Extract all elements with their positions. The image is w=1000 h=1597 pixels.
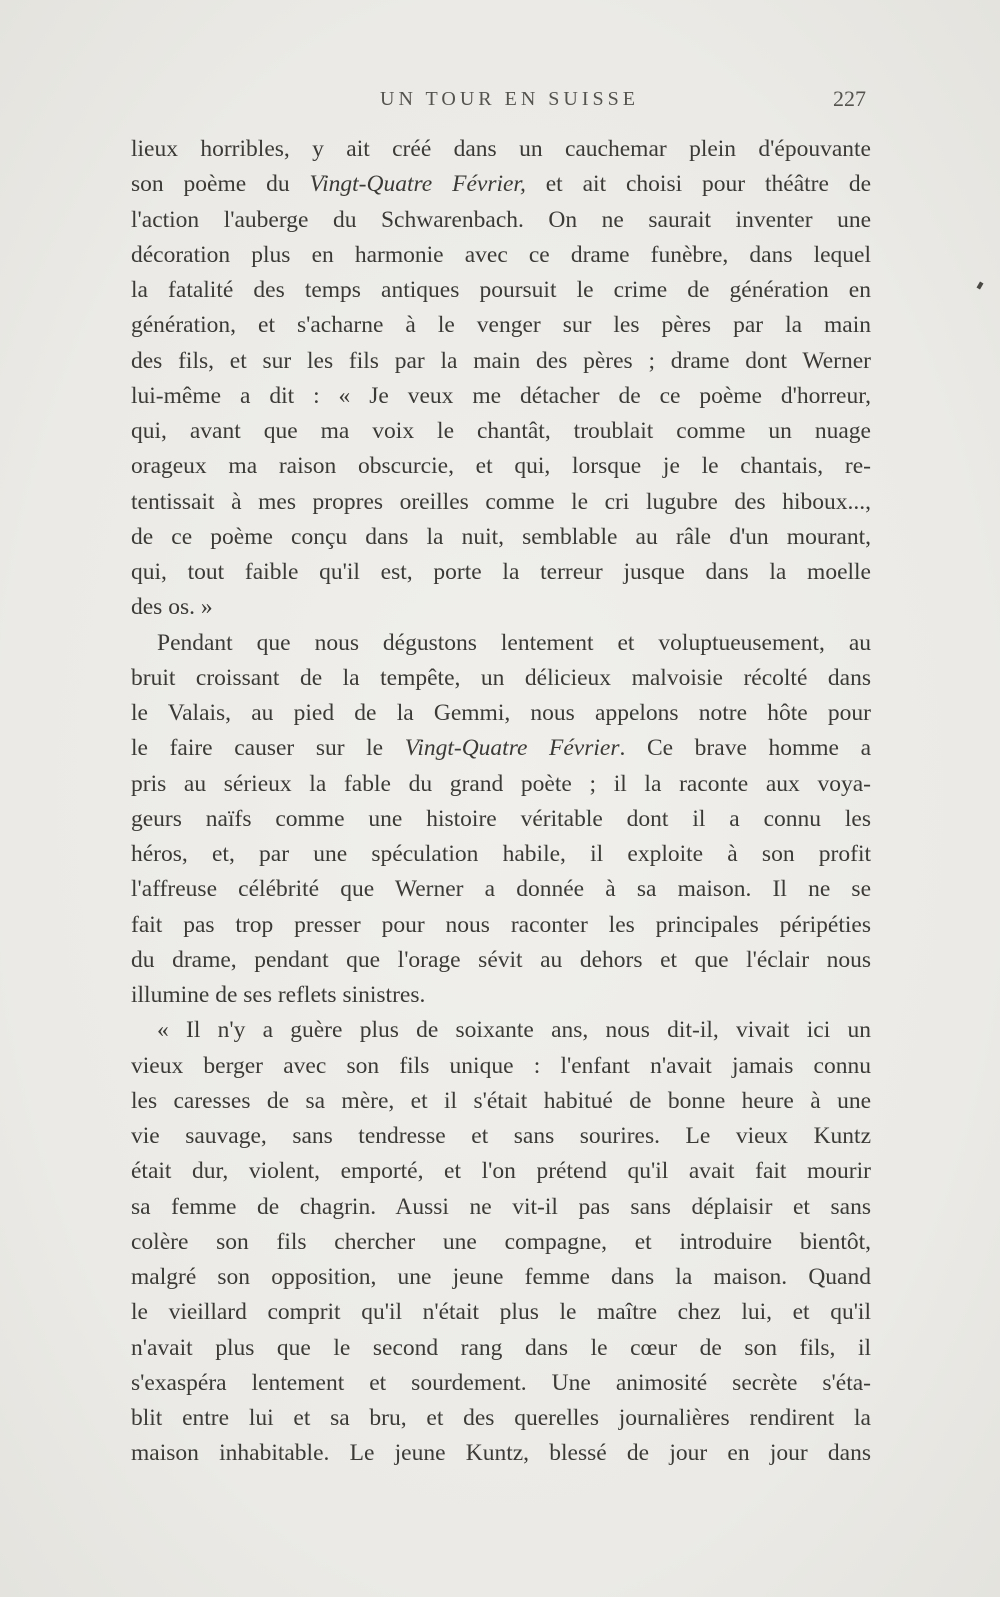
page-number: 227 <box>833 86 866 111</box>
text-line: sa femme de chagrin. Aussi ne vit-il pas sans déplaisir et sans <box>131 1193 871 1220</box>
text-run: le faire causer sur le <box>131 735 405 762</box>
text-line: génération, et s'acharne à le venger sur les pères par la main <box>131 312 871 339</box>
text-line: le Valais, au pied de la Gemmi, nous appelons notre hôte pour <box>131 700 871 726</box>
text-line: vieux berger avec son fils unique : l'enfant n'avait jamais connu <box>131 1052 871 1079</box>
text-run: son poème du <box>131 171 310 198</box>
text-line: des os. » <box>131 594 213 621</box>
text-line: vie sauvage, sans tendresse et sans sourires. Le vieux Kuntz <box>131 1123 871 1149</box>
text-line: n'avait plus que le second rang dans le cœur de son fils, il <box>131 1334 871 1361</box>
text-line: fait pas trop presser pour nous raconter les principales péripéties <box>131 911 871 938</box>
text-line: blit entre lui et sa bru, et des querelles journalières rendirent la <box>131 1405 871 1431</box>
text-line: de ce poème conçu dans la nuit, semblable au râle d'un mourant, <box>131 523 871 550</box>
text-line: héros, et, par une spéculation habile, il exploite à son profit <box>131 841 871 867</box>
italic-title: Vingt-Quatre Février <box>404 735 620 762</box>
text-line: était dur, violent, emporté, et l'on prétend qu'il avait fait mourir <box>131 1158 871 1185</box>
text-line: lui-même a dit : « Je veux me détacher de ce poème d'horreur, <box>131 382 871 409</box>
text-line: les caresses de sa mère, et il s'était habitué de bonne heure à une <box>131 1087 871 1114</box>
text-line: Pendant que nous dégustons lentement et voluptueusement, au <box>157 629 871 656</box>
text-line: s'exaspéra lentement et sourdement. Une animosité secrète s'éta- <box>131 1369 871 1396</box>
text-line: l'action l'auberge du Schwarenbach. On ne saurait inventer une <box>131 206 871 233</box>
ink-speck <box>977 281 984 289</box>
text-line: l'affreuse célébrité que Werner a donnée à sa maison. Il ne se <box>131 876 871 903</box>
text-line: des fils, et sur les fils par la main des pères ; drame dont Werner <box>131 347 871 374</box>
text-line: colère son fils chercher une compagne, et introduire bientôt, <box>131 1228 871 1255</box>
text-line <box>131 731 871 766</box>
body-text <box>131 132 871 1472</box>
text-line: le vieillard comprit qu'il n'était plus le maître chez lui, et qu'il <box>131 1299 871 1326</box>
text-line: qui, avant que ma voix le chantât, troublait comme un nuage <box>131 418 871 444</box>
text-run: et ait choisi pour théâtre de <box>525 171 872 198</box>
text-line: tentissait à mes propres oreilles comme le cri lugubre des hiboux..., <box>131 488 871 515</box>
text-line: lieux horribles, y ait créé dans un cauchemar plein d'épouvante <box>131 136 871 162</box>
text-line: la fatalité des temps antiques poursuit le crime de génération en <box>131 277 871 303</box>
text-line: malgré son opposition, une jeune femme dans la maison. Quand <box>131 1264 871 1290</box>
text-line <box>131 167 871 202</box>
text-line: orageux ma raison obscurcie, et qui, lorsque je le chantais, re- <box>131 453 871 480</box>
text-line: illumine de ses reflets sinistres. <box>131 982 426 1008</box>
text-line: maison inhabitable. Le jeune Kuntz, blessé de jour en jour dans <box>131 1440 871 1467</box>
text-line: « Il n'y a guère plus de soixante ans, nous dit-il, vivait ici un <box>157 1017 871 1044</box>
text-run: . Ce brave homme a <box>619 735 871 762</box>
running-title: UN TOUR EN SUISSE <box>380 88 639 110</box>
text-line: pris au sérieux la fable du grand poète ; il la raconte aux voya- <box>131 770 871 797</box>
text-line: bruit croissant de la tempête, un délicieux malvoisie récolté dans <box>131 664 871 691</box>
text-line: du drame, pendant que l'orage sévit au dehors et que l'éclair nous <box>131 946 871 973</box>
text-line: décoration plus en harmonie avec ce drame funèbre, dans lequel <box>131 241 871 268</box>
text-line: geurs naïfs comme une histoire véritable dont il a connu les <box>131 805 871 832</box>
italic-title: Vingt-Quatre Février, <box>309 171 526 198</box>
text-line: qui, tout faible qu'il est, porte la terreur jusque dans la moelle <box>131 559 871 585</box>
